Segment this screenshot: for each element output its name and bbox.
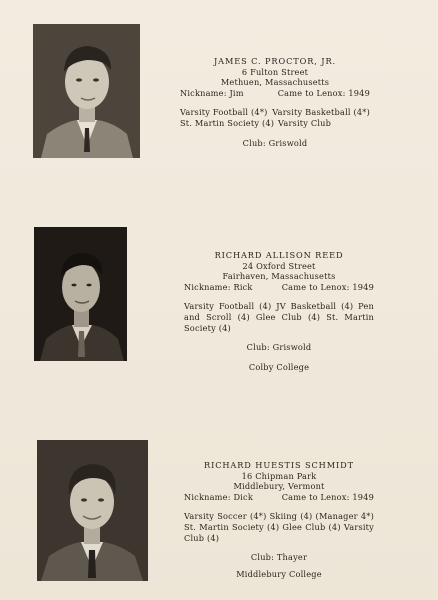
student-info-schmidt [184,460,374,579]
portrait-photo-schmidt [37,440,148,581]
came-to-lenox: Came to Lenox: 1949 [277,87,370,98]
student-hometown: Methuen, Massachusetts [220,77,330,88]
student-name: RICHARD ALLISON REED [214,250,344,260]
college: Middlebury College [236,568,322,579]
student-nickname: Nickname: Dick [184,491,253,502]
student-hometown: Fairhaven, Massachusetts [222,271,336,282]
activity: Varsity Basketball (4*) [272,107,370,118]
student-name: JAMES C. PROCTOR, JR. [213,56,337,66]
came-to-lenox: Came to Lenox: 1949 [281,281,374,292]
student-info-proctor [180,56,370,148]
student-name: RICHARD HUESTIS SCHMIDT [204,460,354,470]
came-to-lenox: Came to Lenox: 1949 [281,491,374,502]
portrait-photo-proctor [33,24,140,158]
college: Colby College [248,361,310,372]
student-info-reed [184,250,374,372]
activity: Varsity Football (4*) [180,107,268,118]
activity: Varsity Club [278,117,332,128]
student-address: 6 Fulton Street [241,66,309,77]
activities: Varsity Football (4) JV Basketball (4) Pen and Scroll (4) Glee Club (4) St. Martin Society (4) [184,301,374,333]
club: Club: Griswold [242,137,308,148]
student-address: 16 Chipman Park [241,470,317,481]
activity: St. Martin Society (4) [180,117,275,128]
student-nickname: Nickname: Rick [184,281,253,292]
student-nickname: Nickname: Jim [180,87,244,98]
student-address: 24 Oxford Street [242,260,316,271]
student-hometown: Middlebury, Vermont [233,481,325,492]
activities: Varsity Soccer (4*) Skiing (4) (Manager 4*) St. Martin Society (4) Glee Club (4) Varsity Club (4) [184,511,374,543]
club: Club: Griswold [246,342,312,353]
club: Club: Thayer [250,552,308,563]
portrait-photo-reed [34,227,127,361]
